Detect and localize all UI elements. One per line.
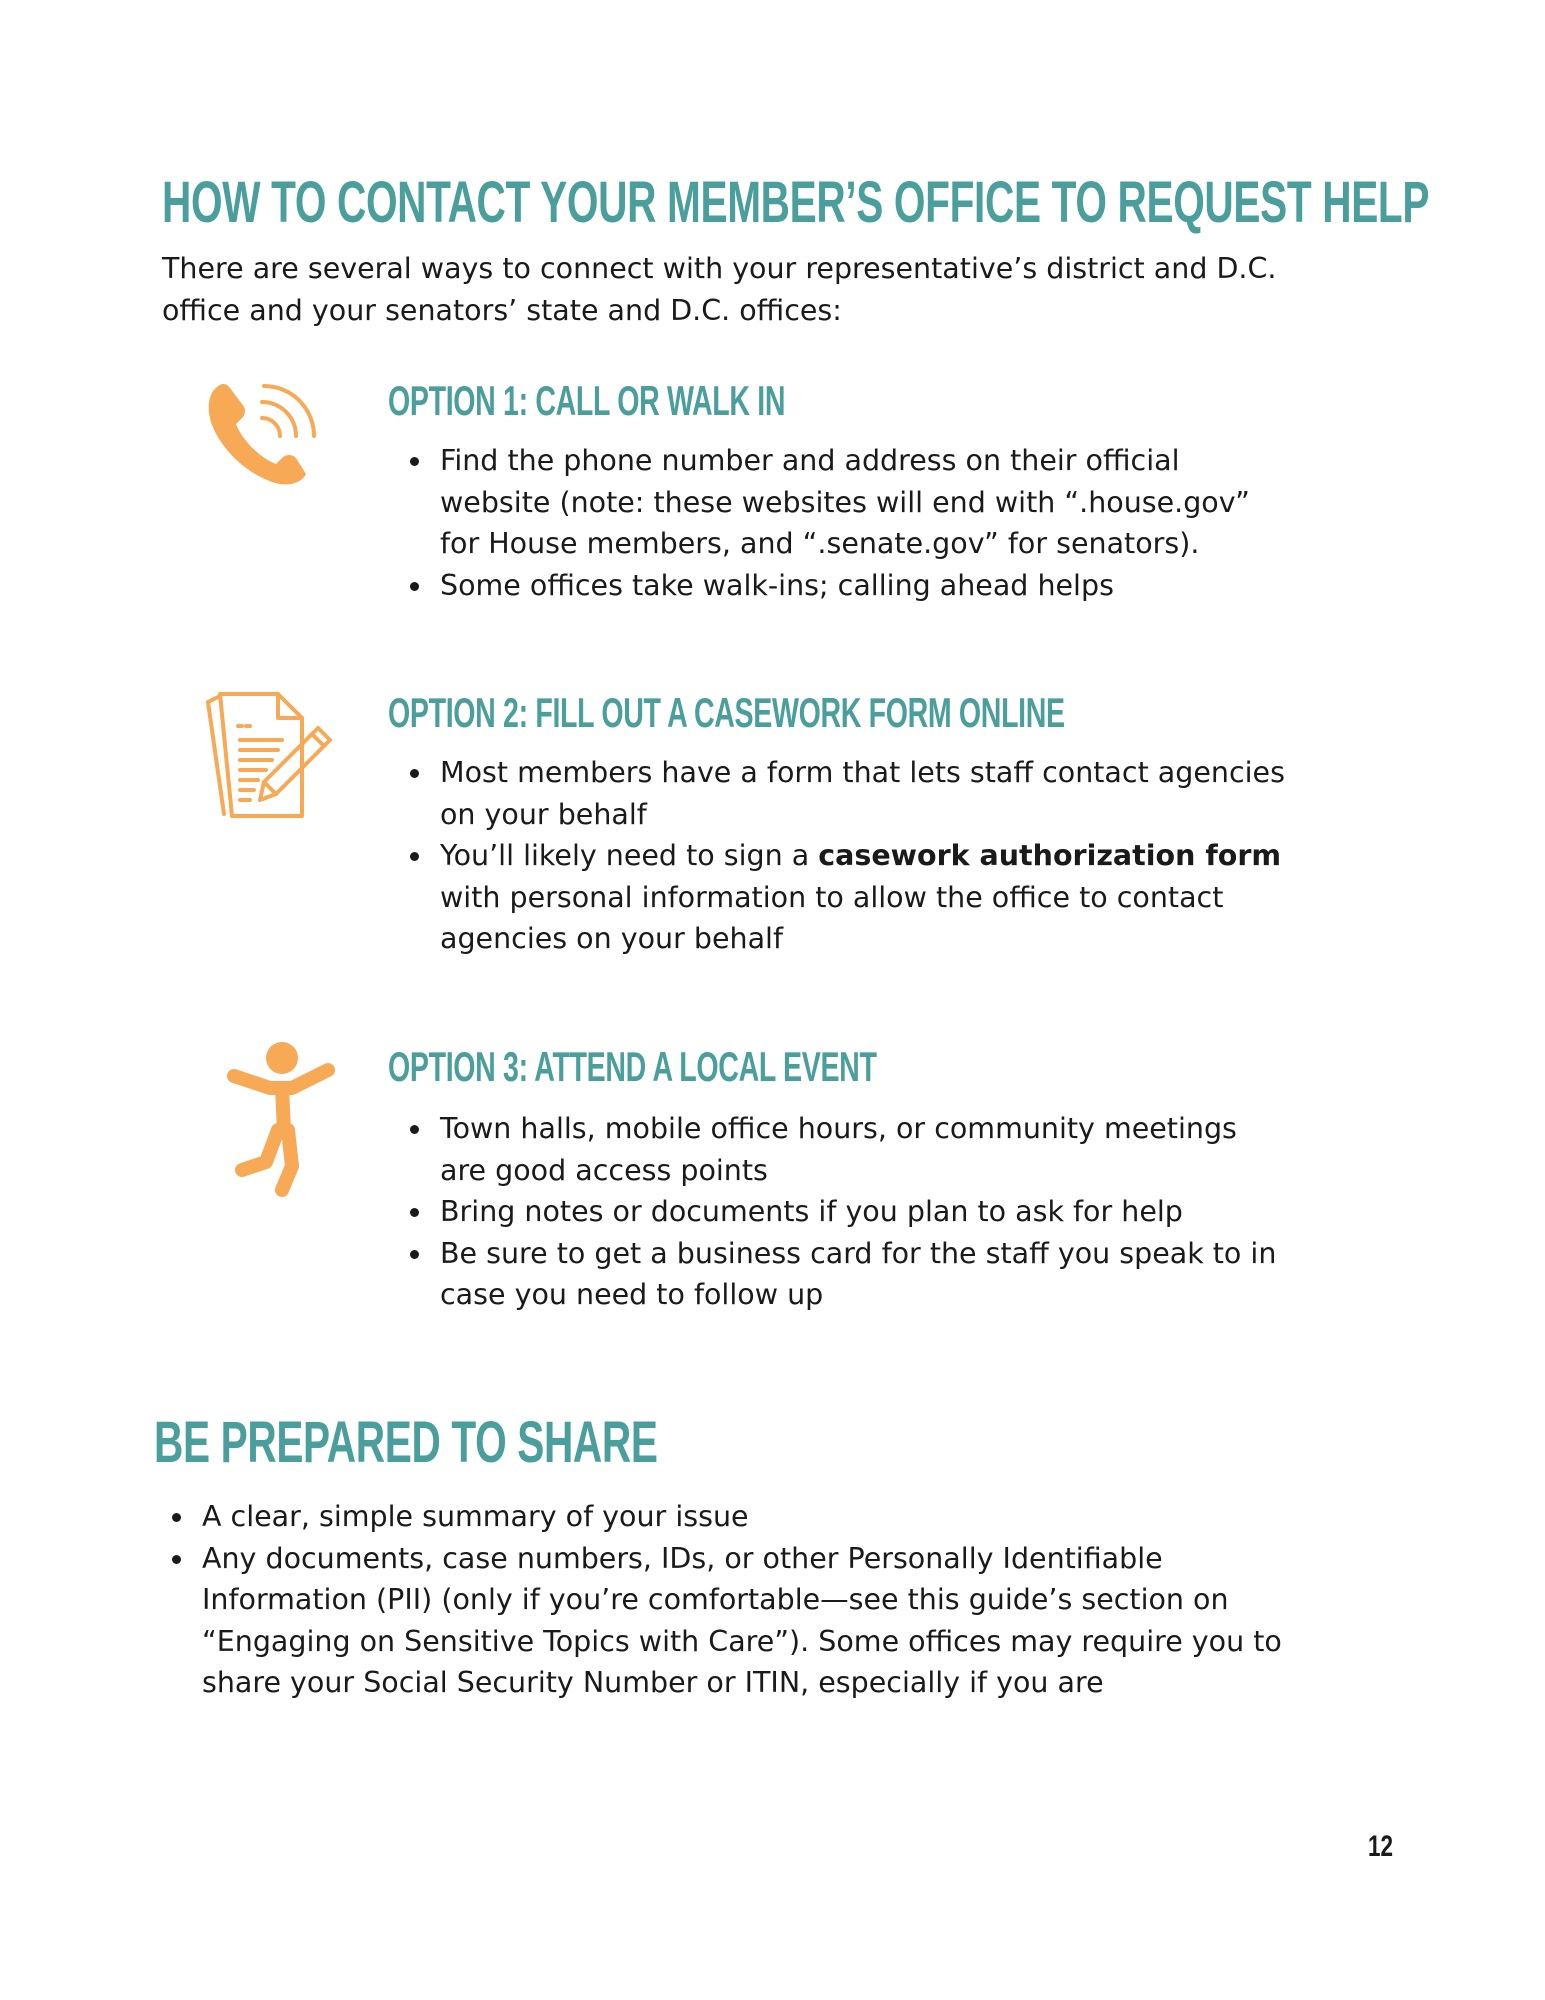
bold-text: casework authorization form <box>818 839 1282 872</box>
list-item: Be sure to get a business card for the staff you speak to in case you need to follow up <box>410 1233 1276 1316</box>
option-3-list <box>410 1108 1276 1316</box>
list-item: Bring notes or documents if you plan to ask for help <box>410 1191 1276 1233</box>
option-2-list <box>410 752 1285 960</box>
intro-paragraph <box>162 248 1362 332</box>
list-item: Some offices take walk-ins; calling ahead helps <box>410 565 1250 607</box>
list-item: Find the phone number and address on their official website (note: these websites will end with “.house.gov” for House members, and “.senate.gov” for senators). <box>410 440 1250 565</box>
list-item: A clear, simple summary of your issue <box>172 1496 1282 1538</box>
page-number: 12 <box>1368 1830 1394 1863</box>
person-jumping-icon <box>222 1040 342 1200</box>
option-3-title: OPTION 3: ATTEND A LOCAL EVENT <box>388 1043 877 1090</box>
option-1-title: OPTION 1: CALL OR WALK IN <box>388 377 786 424</box>
list-item: Most members have a form that lets staff contact agencies on your behalf <box>410 752 1285 835</box>
page-title: HOW TO CONTACT YOUR MEMBER’S OFFICE TO REQUEST HELP <box>162 170 1430 235</box>
list-item: Town halls, mobile office hours, or community meetings are good access points <box>410 1108 1276 1191</box>
phone-icon <box>200 370 328 498</box>
section-heading: BE PREPARED TO SHARE <box>154 1410 658 1475</box>
intro-line: office and your senators’ state and D.C. offices: <box>162 294 842 327</box>
intro-line: There are several ways to connect with your representative’s district and D.C. <box>162 252 1277 285</box>
share-list <box>172 1496 1282 1704</box>
option-2-title: OPTION 2: FILL OUT A CASEWORK FORM ONLINE <box>388 689 1065 736</box>
option-1-list <box>410 440 1250 606</box>
list-item: You’ll likely need to sign a casework authorization form with personal information to allow the office to contact agencies on your behalf <box>410 835 1285 960</box>
list-item: Any documents, case numbers, IDs, or other Personally Identifiable Information (PII) (only if you’re comfortable—see this guide’s section on “Engaging on Sensitive Topics with Care”). Some offices may require you to share your Social Security Number or ITIN, especially if you are <box>172 1538 1282 1704</box>
document-pencil-icon <box>202 686 342 826</box>
